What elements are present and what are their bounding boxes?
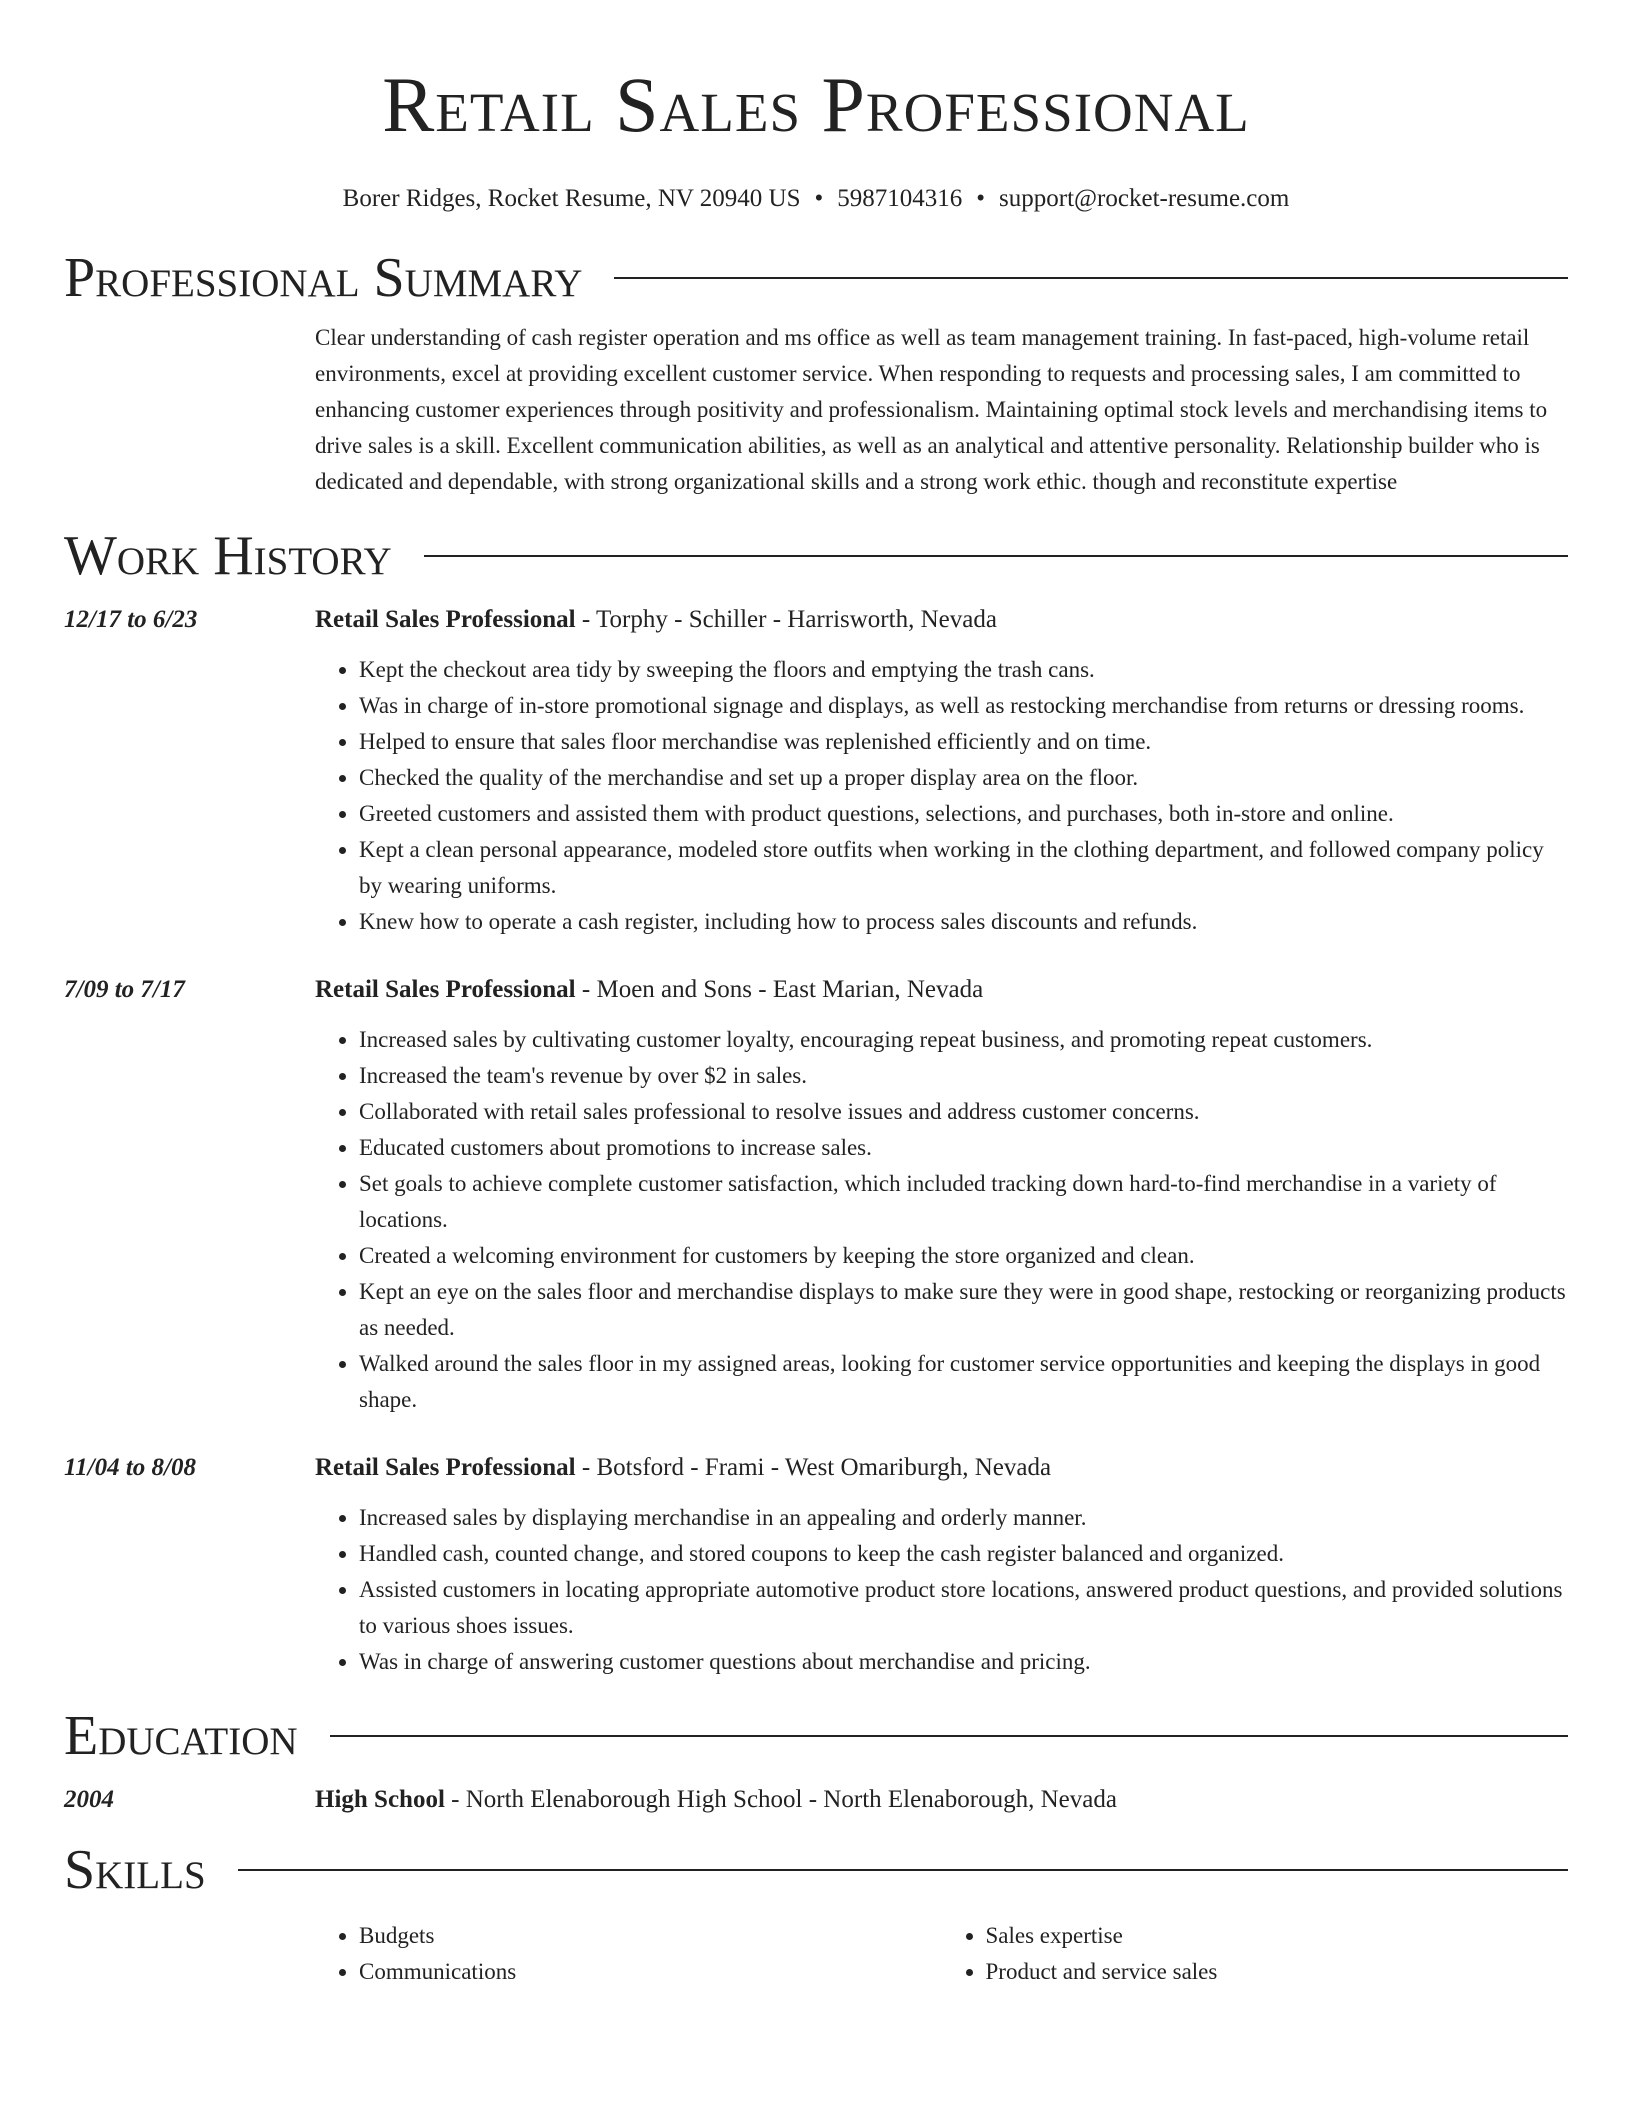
education-line bbox=[315, 1782, 1568, 1818]
contact-line bbox=[64, 182, 1568, 216]
skills-columns bbox=[315, 1918, 1568, 1990]
education-entry bbox=[64, 1782, 1568, 1818]
list-item: • Increased sales by displaying merchandise in an appealing and orderly manner. bbox=[359, 1500, 1568, 1536]
list-item: • Set goals to achieve complete customer satisfaction, which included tracking down hard-to-find merchandise in a variety of locations. bbox=[359, 1166, 1568, 1238]
summary-row bbox=[64, 320, 1568, 500]
job-title: Retail Sales Professional bbox=[315, 606, 576, 633]
job-entry bbox=[64, 1450, 1568, 1680]
job-title-line bbox=[315, 1450, 1568, 1486]
list-item: • Handled cash, counted change, and stored coupons to keep the cash register balanced and organized. bbox=[359, 1536, 1568, 1572]
job-bullets bbox=[315, 1500, 1568, 1680]
contact-address: Borer Ridges, Rocket Resume, NV 20940 US bbox=[342, 185, 801, 212]
list-item: • Collaborated with retail sales professional to resolve issues and address customer concerns. bbox=[359, 1094, 1568, 1130]
list-item: • Product and service sales bbox=[986, 1954, 1569, 1990]
list-item: • Increased sales by cultivating customer loyalty, encouraging repeat business, and promoting repeat customers. bbox=[359, 1022, 1568, 1058]
list-item: • Increased the team's revenue by over $2 in sales. bbox=[359, 1058, 1568, 1094]
work-section-header bbox=[64, 524, 1568, 588]
job-dates: 12/17 to 6/23 bbox=[64, 606, 198, 633]
skills-spacer bbox=[64, 1918, 315, 1990]
job-entry bbox=[64, 972, 1568, 1418]
job-title-line bbox=[315, 972, 1568, 1008]
contact-email: support@rocket-resume.com bbox=[999, 185, 1290, 212]
job-dates: 11/04 to 8/08 bbox=[64, 1454, 196, 1481]
job-details: - Torphy - Schiller - Harrisworth, Nevada bbox=[575, 606, 997, 633]
job-body bbox=[315, 602, 1568, 940]
skills-list-left bbox=[315, 1918, 942, 1990]
education-year: 2004 bbox=[64, 1786, 114, 1813]
skills-list-right bbox=[942, 1918, 1569, 1990]
contact-separator: • bbox=[814, 185, 824, 212]
list-item: • Walked around the sales floor in my assigned areas, looking for customer service opportunities and keeping the displays in good shape. bbox=[359, 1346, 1568, 1418]
section-divider bbox=[614, 277, 1568, 279]
section-divider bbox=[330, 1735, 1568, 1737]
section-divider bbox=[424, 555, 1568, 557]
list-item: • Greeted customers and assisted them with product questions, selections, and purchases, both in-store and online. bbox=[359, 796, 1568, 832]
job-title-line bbox=[315, 602, 1568, 638]
summary-section-header bbox=[64, 246, 1568, 310]
work-heading: Work History bbox=[64, 525, 392, 587]
resume-name: Retail Sales Professional bbox=[382, 61, 1250, 148]
list-item: • Kept the checkout area tidy by sweeping the floors and emptying the trash cans. bbox=[359, 652, 1568, 688]
skills-section-header bbox=[64, 1838, 1568, 1902]
list-item: • Kept an eye on the sales floor and merchandise displays to make sure they were in good shape, restocking or reorganizing products as needed. bbox=[359, 1274, 1568, 1346]
list-item: • Assisted customers in locating appropriate automotive product store locations, answered product questions, and provided solutions to various shoes issues. bbox=[359, 1572, 1568, 1644]
job-title: Retail Sales Professional bbox=[315, 976, 576, 1003]
job-body bbox=[315, 972, 1568, 1418]
contact-phone: 5987104316 bbox=[837, 185, 963, 212]
list-item: • Sales expertise bbox=[986, 1918, 1569, 1954]
list-item: • Was in charge of answering customer questions about merchandise and pricing. bbox=[359, 1644, 1568, 1680]
contact-separator: • bbox=[976, 185, 986, 212]
summary-heading: Professional Summary bbox=[64, 247, 583, 309]
list-item: • Educated customers about promotions to increase sales. bbox=[359, 1130, 1568, 1166]
education-details: - North Elenaborough High School - North Elenaborough, Nevada bbox=[444, 1786, 1117, 1813]
job-title: Retail Sales Professional bbox=[315, 1454, 576, 1481]
list-item: • Knew how to operate a cash register, including how to process sales discounts and refunds. bbox=[359, 904, 1568, 940]
education-degree: High School bbox=[315, 1786, 445, 1813]
list-item: • Checked the quality of the merchandise and set up a proper display area on the floor. bbox=[359, 760, 1568, 796]
list-item: • Communications bbox=[359, 1954, 942, 1990]
job-details: - Moen and Sons - East Marian, Nevada bbox=[575, 976, 984, 1003]
job-bullets bbox=[315, 652, 1568, 940]
summary-text: Clear understanding of cash register operation and ms office as well as team management training. In fast-paced, high-volume retail environments, excel at providing excellent customer service. When responding to requests and processing sales, I am committed to enhancing customer experiences through positivity and professionalism. Maintaining optimal stock levels and merchandising items to drive sales is a skill. Excellent communication abilities, as well as an analytical and attentive personality. Relationship builder who is dedicated and dependable, with strong organizational skills and a strong work ethic. though and reconstitute expertise bbox=[315, 325, 1548, 494]
list-item: • Helped to ensure that sales floor merchandise was replenished efficiently and on time. bbox=[359, 724, 1568, 760]
list-item: • Budgets bbox=[359, 1918, 942, 1954]
list-item: • Was in charge of in-store promotional signage and displays, as well as restocking merchandise from returns or dressing rooms. bbox=[359, 688, 1568, 724]
skills-heading: Skills bbox=[64, 1839, 206, 1901]
education-section-header bbox=[64, 1704, 1568, 1768]
summary-spacer bbox=[64, 320, 315, 500]
job-entry bbox=[64, 602, 1568, 940]
skills-row bbox=[64, 1918, 1568, 1990]
job-bullets bbox=[315, 1022, 1568, 1418]
education-body bbox=[315, 1782, 1568, 1818]
job-details: - Botsford - Frami - West Omariburgh, Nevada bbox=[575, 1454, 1052, 1481]
list-item: • Created a welcoming environment for customers by keeping the store organized and clean. bbox=[359, 1238, 1568, 1274]
education-heading: Education bbox=[64, 1705, 298, 1767]
job-body bbox=[315, 1450, 1568, 1680]
section-divider bbox=[238, 1869, 1568, 1871]
job-dates: 7/09 to 7/17 bbox=[64, 976, 185, 1003]
list-item: • Kept a clean personal appearance, modeled store outfits when working in the clothing department, and followed company policy by wearing uniforms. bbox=[359, 832, 1568, 904]
